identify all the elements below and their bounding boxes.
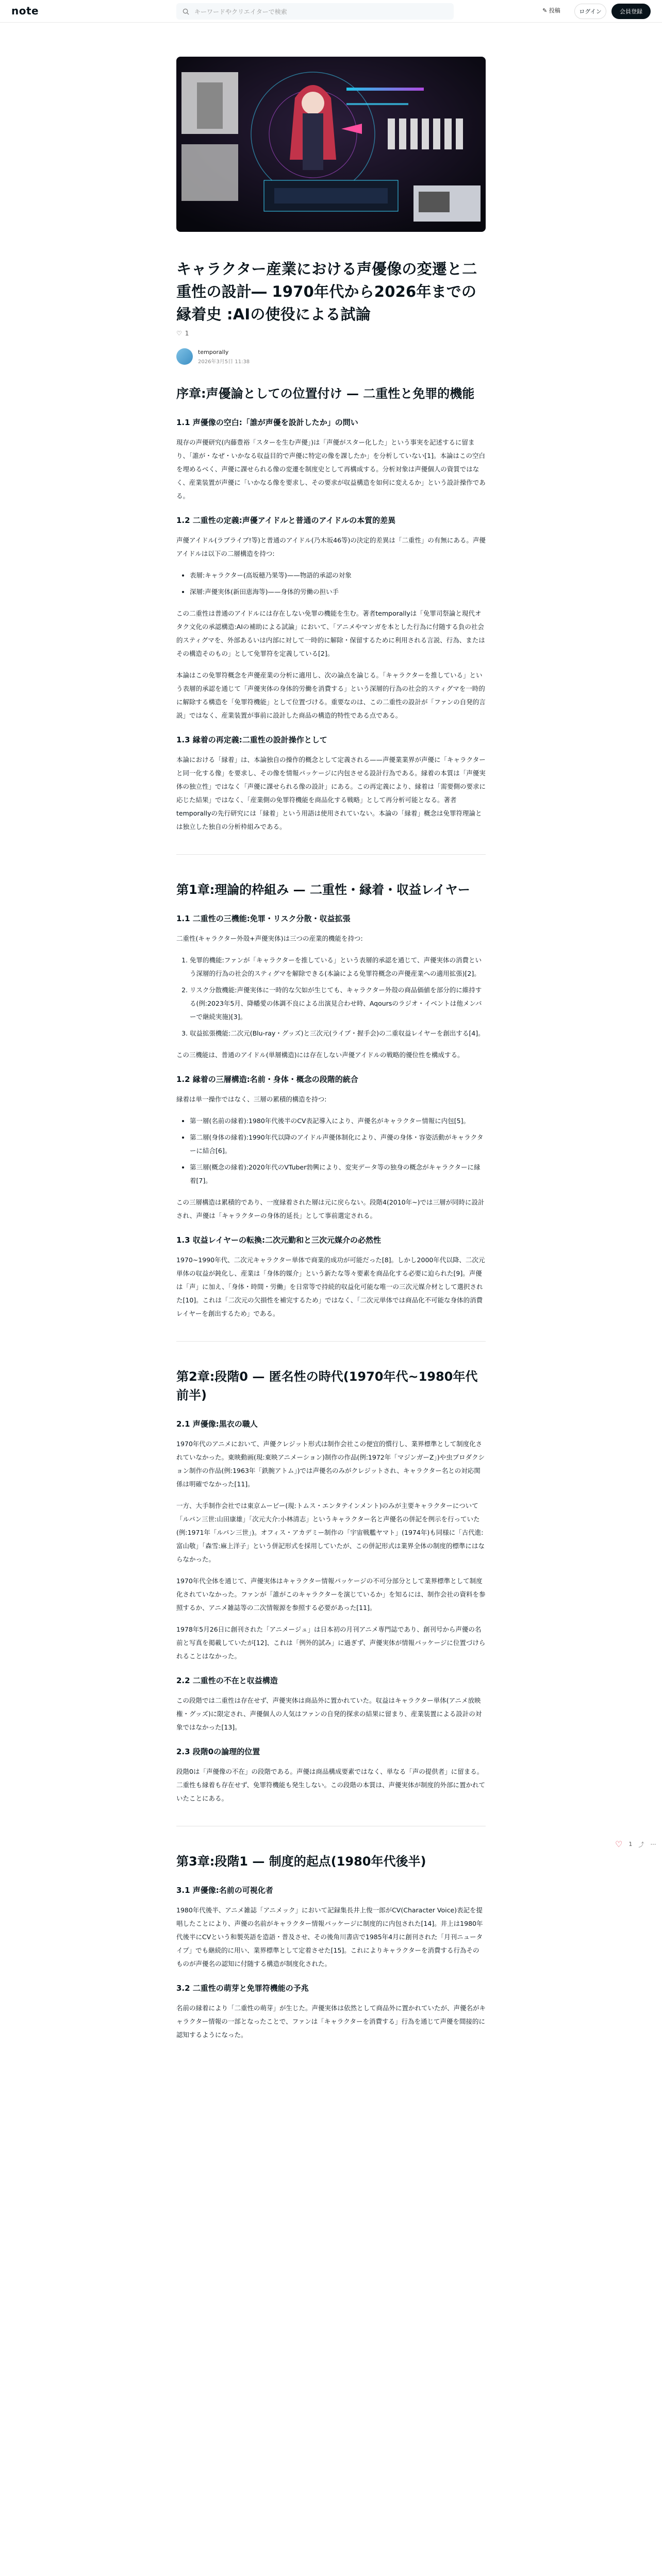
subsection-heading: 1.1 二重性の三機能:免罪・リスク分散・収益拡張 (176, 914, 351, 923)
note-logo[interactable]: note (11, 5, 39, 17)
article-body (176, 384, 486, 2042)
more-icon[interactable]: ⋯ (650, 1841, 656, 1848)
section-divider (176, 1341, 486, 1342)
bullet-list (190, 569, 486, 599)
list-item: • 第二層(身体の縁着):1990年代以降のアイドル声優体制化により、声優の身体・容姿活動がキャラクターに結合[6]。 (190, 1131, 486, 1158)
bullet-list (190, 1114, 486, 1188)
like-heart-icon[interactable]: ♡ (615, 1839, 623, 1849)
subsection-heading: 3.1 声優像:名前の可視化者 (176, 1886, 273, 1895)
subsection-heading: 3.2 二重性の萌芽と免罪符機能の予兆 (176, 1984, 309, 1993)
paragraph: 本論はこの免罪符概念を声優産業の分析に適用し、次の論点を論じる。「キャラクターを推している」という表層的承認を通じて「声優実体の身体的労働を消費する」という深層的行為の社会的スティグマを一時的に解除する構造を「免罪符機能」として位置づける。重要なのは、この二重性の設計が「ファンの自発的言説」ではなく、産業装置が事前に設計した商品の構造的特性である点である。 (176, 671, 486, 719)
section-heading: 第1章:理論的枠組み — 二重性・縁着・収益レイヤー (176, 883, 470, 897)
section-heading: 第3章:段階1 — 制度的起点(1980年代後半) (176, 1854, 426, 1869)
subsection-heading: 1.2 二重性の定義:声優アイドルと普通のアイドルの本質的差異 (176, 516, 396, 525)
post-date: 2026年3月5日 11:38 (198, 359, 250, 365)
signup-button[interactable]: 会員登録 (611, 4, 651, 19)
paragraph: この三層構造は累積的であり、一度縁着された層は元に戻らない。段階4(2010年~)では三層が同時に設計され、声優は「キャラクターの身体的延長」として事前選定される。 (176, 1198, 485, 1219)
list-item: 1. 免罪的機能:ファンが「キャラクターを推している」という表層的承認を通じて、声優実体の消費という深層的行為の社会的スティグマを解除できる(本論による免罪符概念の声優産業への適用拡張)[2]。 (190, 954, 486, 980)
paragraph: この段階では二重性は存在せず、声優実体は商品外に置かれていた。収益はキャラクター単体(アニメ放映権・グッズ)に限定され、声優個人の人気はファンの自発的探求の結果に留まり、産業装置による設計の対象ではなかった[13]。 (176, 1697, 482, 1731)
paragraph: 1970~1990年代、二次元キャラクター単体で商業的成功が可能だった[8]。しかし2000年代以降、二次元単体の収益が鈍化し、産業は「身体的媒介」という新たな等々要素を商品化する必要に迫られた[9]。声優は「声」に加え、「身体・時間・労働」を日常等で持続的収益化可能な唯一の三次元媒介材として選択された[10]。これは「二次元の欠損性を補完するため」ではなく、「二次元単体では商品化不可能な身体的消費レイヤーを創出するため」である。 (176, 1256, 485, 1317)
hero-image (176, 57, 486, 232)
floating-like-count: 1 (628, 1841, 633, 1848)
paragraph: 名前の縁着により「二重性の萌芽」が生じた。声優実体は依然として商品外に置かれていたが、声優名がキャラクター情報の一部となったことで、ファンは「キャラクターを消費する」行為を通じて声優を間接的に認知するようになった。 (176, 2004, 486, 2039)
share-icon[interactable]: ⤴ (638, 1841, 644, 1848)
article (176, 258, 486, 2050)
list-item: • 深層:声優実体(新田恵海等)——身体的労働の担い手 (190, 585, 486, 599)
subsection-heading: 2.3 段階0の論理的位置 (176, 1747, 260, 1756)
paragraph: 1978年5月26日に創刊された「アニメージュ」は日本初の月刊アニメ専門誌であり、創刊号から声優の名前と写真を掲載していたが[12]、これは「例外的試み」に過ぎず、声優実体が情報パッケージに位置づけられることはなかった。 (176, 1625, 486, 1660)
list-item: • 表層:キャラクター(高坂穂乃果等)——物語的承認の対象 (190, 569, 486, 582)
post-label: 投稿 (549, 7, 560, 14)
floating-actions (615, 1839, 656, 1849)
list-item: • 第一層(名前の縁着):1980年代後半のCV表記導入により、声優名がキャラクター情報に内包[5]。 (190, 1114, 486, 1128)
pen-icon: ✎ (542, 7, 548, 14)
subsection-heading: 1.3 縁着の再定義:二重性の設計操作として (176, 735, 327, 744)
search-icon (183, 8, 189, 15)
section-heading: 第2章:段階0 — 匿名性の時代(1970年代~1980年代前半) (176, 1369, 478, 1402)
paragraph: この二重性は普通のアイドルには存在しない免罪の機能を生む。著者temporallyは「免罪司祭論と現代オタク文化の承認構造:AIの補助による試論」において、「アニメやマンガを本とした行為に付随する負の社会的スティグマを、外部あるいは内部に対して一時的に解除・保留するために利用される言説、行為、またはその構造そのもの」として免罪符を定義している[2]。 (176, 609, 485, 657)
paragraph: 現存の声優研究(内藤豊裕「スターを生む声優」)は「声優がスター化した」という事実を記述するに留まり、「誰が・なぜ・いかなる収益目的で声優に特定の像を課したか」を分析していない[1]。本論はこの空白を埋めるべく、声優に課せられる像の変遷を制度史として再構成する。分析対象は声優個人の資質ではなく、産業装置が声優に「いかなる像を要求し、その要求が収益構造を如何に変えるか」という設計操作である。 (176, 438, 486, 500)
list-item: • 第三層(概念の縁着):2020年代のVTuber勃興により、変実データ等の独身の概念がキャラクターに縁着[7]。 (190, 1161, 486, 1188)
paragraph: この三機能は、普通のアイドル(単層構造)には存在しない声優アイドルの戦略的優位性を構成する。 (176, 1051, 464, 1059)
author-block (176, 348, 486, 365)
article-title: キャラクター産業における声優像の変遷と二重性の設計― 1970年代から2026年までの縁着史 :AIの使役による試論 (176, 260, 477, 323)
list-item: 2. リスク分散機能:声優実体に一時的な欠如が生じても、キャラクター外殻の商品価値を部分的に維持する(例:2023年5月、降幡愛の体調不良による出演見合わせ時、Aqoursのラジオ・イベントは他メンバーで継続実施)[3]。 (190, 984, 486, 1024)
section-heading: 序章:声優論としての位置付け — 二重性と免罪的機能 (176, 386, 475, 401)
author-name[interactable]: temporally (198, 348, 229, 355)
site-header (0, 0, 662, 23)
paragraph: 段階0は「声優像の不在」の段階である。声優は商品構成要素ではなく、単なる「声の提供者」に留まる。二重性も縁着も存在せず、免罪符機能も発生しない。この段階の本質は、声優実体が制度的外部に置かれていたことにある。 (176, 1768, 486, 1802)
paragraph: 二重性(キャラクター外殻+声優実体)は三つの産業的機能を持つ: (176, 935, 363, 942)
paragraph: 1980年代後半、アニメ雑誌「アニメック」において記録集長井上俊一郎がCV(Character Voice)表記を提唱したことにより、声優の名前がキャラクター情報パッケージに制度的に内包された[14]。井上は1980年代後半にCVという和製英語を造語・普及させ、その後角川書店で1985年4月に創刊された「月刊ニュータイプ」でも継続的に用い、業界標準として定着させた[15]。これによりキャラクターを消費する行為そのものが声優名の認知に付随する構造が制度化された。 (176, 1906, 483, 1968)
numbered-list (190, 954, 486, 1040)
like-row (176, 330, 486, 337)
subsection-heading: 1.1 声優像の空白:「誰が声優を設計したか」の問い (176, 418, 358, 427)
heart-icon[interactable]: ♡ (176, 330, 182, 337)
section-divider (176, 854, 486, 855)
avatar[interactable] (176, 348, 193, 365)
subsection-heading: 2.2 二重性の不在と収益構造 (176, 1676, 278, 1685)
subsection-heading: 2.1 声優像:黒衣の職人 (176, 1419, 258, 1429)
subsection-heading: 1.2 縁着の三層構造:名前・身体・概念の段階的統合 (176, 1075, 358, 1084)
paragraph: 縁着は単一操作ではなく、三層の累積的構造を持つ: (176, 1095, 327, 1103)
paragraph: 一方、大手制作会社では東京ムービー(現:トムス・エンタテインメント)のみが主要キャラクターについて「ルパン三世:山田康雄」「次元大介:小林清志」というキャラクター名と声優名の併記を例示を行っていた(例:1971年「ルパン三世」)。オフィス・アカデミー制作の「宇宙戦艦ヤマト」(1974年)も同様に「古代進:富山敬」「森雪:麻上洋子」という併記形式を採用していたが、この併記形式は業界全体の制度的標準にはならなかった。 (176, 1502, 485, 1563)
subsection-heading: 1.3 収益レイヤーの転換:二次元勤和と三次元媒介の必然性 (176, 1235, 382, 1245)
paragraph: 1970年代のアニメにおいて、声優クレジット形式は制作会社この便宜的慣行し、業界標準として制度化されていなかった。東映動画(現:東映アニメーション)制作の作品(例:1972年「マジンガーZ」)や虫プロダクション制作の作品(例:1963年「鉄腕アトム」)では声優名のみがクレジットされ、キャラクター名との対応関係は明確でなかった[11]。 (176, 1440, 485, 1488)
post-button[interactable] (542, 6, 560, 14)
paragraph: 1970年代全体を通じて、声優実体はキャラクター情報パッケージの不可分部分として業界標準として制度化されていなかった。ファンが「誰がこのキャラクターを演じているか」を知るには、制作会社の資料を参照するか、アニメ雑誌等の二次情報源を参照する必要があった[11]。 (176, 1577, 486, 1612)
like-count: 1 (185, 330, 189, 337)
list-item: 3. 収益拡張機能:二次元(Blu-ray・グッズ)と三次元(ライブ・握手会)の二重収益レイヤーを創出する[4]。 (190, 1027, 486, 1040)
login-button[interactable]: ログイン (574, 4, 606, 19)
search-placeholder: キーワードやクリエイターで検索 (194, 8, 287, 15)
paragraph: 本論における「縁着」は、本論独自の操作的概念として定義される——声優業業界が声優に「キャラクターと同一化する像」を要求し、その像を情報パッケージに内包させる設計行為である。縁着の本質は「声優実体の独立性」ではなく「声優に課せられる像の設計」にある。この再定義により、縁着は「需要側の要求に応じた結果」ではなく、「産業側の免罪符機能を商品化する戦略」として再分析可能となる。著者temporallyの先行研究には「縁着」という用語は使用されていない。本論の「縁着」概念は免罪符理論とは独立した独自の分析枠組みである。 (176, 756, 486, 831)
paragraph: 声優アイドル(ラブライブ!等)と普通のアイドル(乃木坂46等)の決定的差異は「二重性」の有無にある。声優アイドルは以下の二層構造を持つ: (176, 536, 486, 557)
search-input[interactable] (176, 3, 454, 20)
